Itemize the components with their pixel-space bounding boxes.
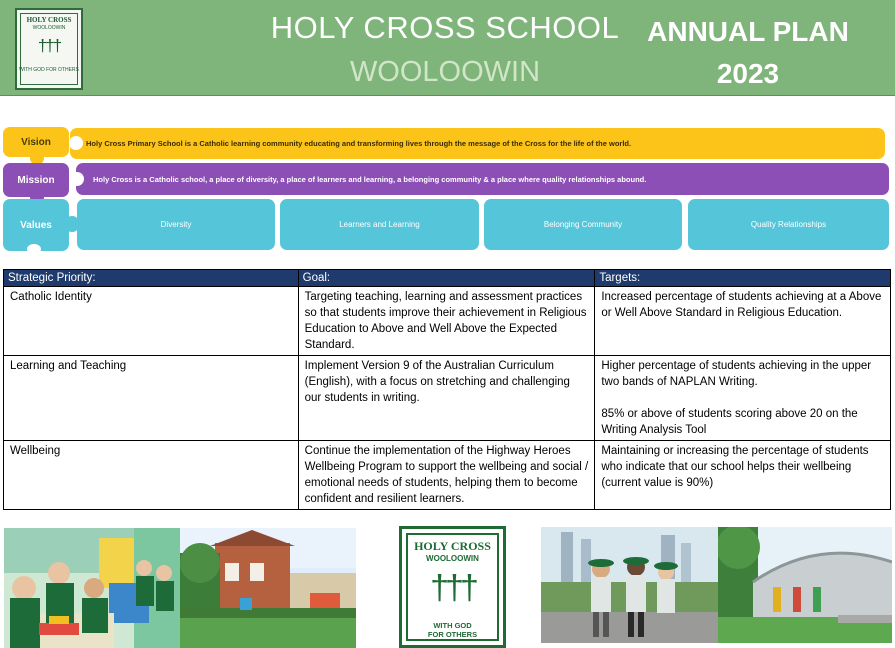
vision-statement: Holy Cross Primary School is a Catholic learning community educating and transforming lives through the message of the Cross for the life of the world. bbox=[70, 128, 885, 159]
logo-motto-line1: WITH GOD bbox=[433, 621, 472, 630]
value-learners-and-learning: Learners and Learning bbox=[280, 199, 479, 250]
priority-cell: Catholic Identity bbox=[4, 287, 299, 356]
target-item: 85% or above of students scoring above 20 on the Writing Analysis Tool bbox=[601, 408, 858, 436]
logo-motto-line2: FOR OTHERS bbox=[427, 630, 478, 639]
values-label: Values bbox=[3, 199, 69, 251]
logo-school-name: HOLY CROSS bbox=[414, 539, 491, 553]
students-walking-photo-image bbox=[541, 527, 718, 643]
goal-cell: Implement Version 9 of the Australian Curriculum (English), with a focus on stretching and challenging our students in writing. bbox=[298, 356, 595, 441]
school-name: HOLY CROSS SCHOOL bbox=[270, 10, 620, 45]
page-header bbox=[0, 0, 895, 96]
header-targets: Targets: bbox=[595, 270, 891, 287]
value-diversity: Diversity bbox=[77, 199, 275, 250]
classroom-photo-image bbox=[4, 528, 180, 648]
table-row bbox=[4, 441, 891, 510]
header-goal: Goal: bbox=[298, 270, 595, 287]
logo-school-name: HOLY CROSS bbox=[26, 16, 72, 24]
goal-cell: Continue the implementation of the Highway Heroes Wellbeing Program to support the wellbeing and social / emotional needs of students, helping them to become confident and resilient learners. bbox=[298, 441, 595, 510]
target-item: Increased percentage of students achieving at a Above or Well Above Standard in Religious Education. bbox=[601, 291, 882, 319]
targets-cell bbox=[595, 441, 891, 510]
school-building-photo-image bbox=[180, 528, 356, 648]
students-walking-photo bbox=[541, 527, 718, 643]
plan-title: ANNUAL PLAN bbox=[647, 16, 849, 47]
priority-cell: Learning and Teaching bbox=[4, 356, 299, 441]
vision-label: Vision bbox=[3, 127, 69, 157]
header-strategic-priority: Strategic Priority: bbox=[4, 270, 299, 287]
target-item: Higher percentage of students achieving in the upper two bands of NAPLAN Writing. bbox=[601, 360, 872, 388]
table-row bbox=[4, 356, 891, 441]
targets-cell bbox=[595, 287, 891, 356]
three-crosses-icon: ††† bbox=[37, 36, 61, 55]
mission-label: Mission bbox=[3, 163, 69, 197]
mission-puzzle-notch bbox=[70, 172, 84, 186]
logo-suburb: WOOLOOWIN bbox=[426, 554, 479, 563]
target-item: Maintaining or increasing the percentage of students who indicate that our school helps their wellbeing (current value is 90%) bbox=[601, 445, 869, 489]
school-logo-large bbox=[399, 526, 506, 648]
values-puzzle-notch bbox=[27, 244, 41, 254]
table-row bbox=[4, 287, 891, 356]
classroom-photo bbox=[4, 528, 180, 648]
targets-cell bbox=[595, 356, 891, 441]
plan-year: 2023 bbox=[716, 58, 780, 89]
value-quality-relationships: Quality Relationships bbox=[688, 199, 889, 250]
logo-motto: WITH GOD FOR OTHERS bbox=[19, 67, 79, 73]
school-building-photo bbox=[180, 528, 356, 648]
table-header-row bbox=[4, 270, 891, 287]
school-suburb: WOOLOOWIN bbox=[349, 56, 541, 88]
logo-motto bbox=[402, 621, 503, 639]
value-belonging-community: Belonging Community bbox=[484, 199, 682, 250]
three-crosses-icon: ††† bbox=[430, 569, 475, 607]
goal-cell: Targeting teaching, learning and assessment practices so that students improve their achievement in Religious Education to Above and Well Above the Expected Standard. bbox=[298, 287, 595, 356]
vision-puzzle-notch bbox=[69, 136, 83, 150]
priority-cell: Wellbeing bbox=[4, 441, 299, 510]
mission-statement: Holy Cross is a Catholic school, a place of diversity, a place of learners and learning, a belonging community & a place where quality relationships abound. bbox=[76, 163, 889, 195]
logo-suburb: WOOLOOWIN bbox=[32, 25, 66, 31]
strategic-plan-table bbox=[3, 269, 891, 510]
school-hall-photo-image bbox=[718, 527, 892, 643]
school-logo bbox=[15, 8, 83, 90]
school-hall-photo bbox=[718, 527, 892, 643]
